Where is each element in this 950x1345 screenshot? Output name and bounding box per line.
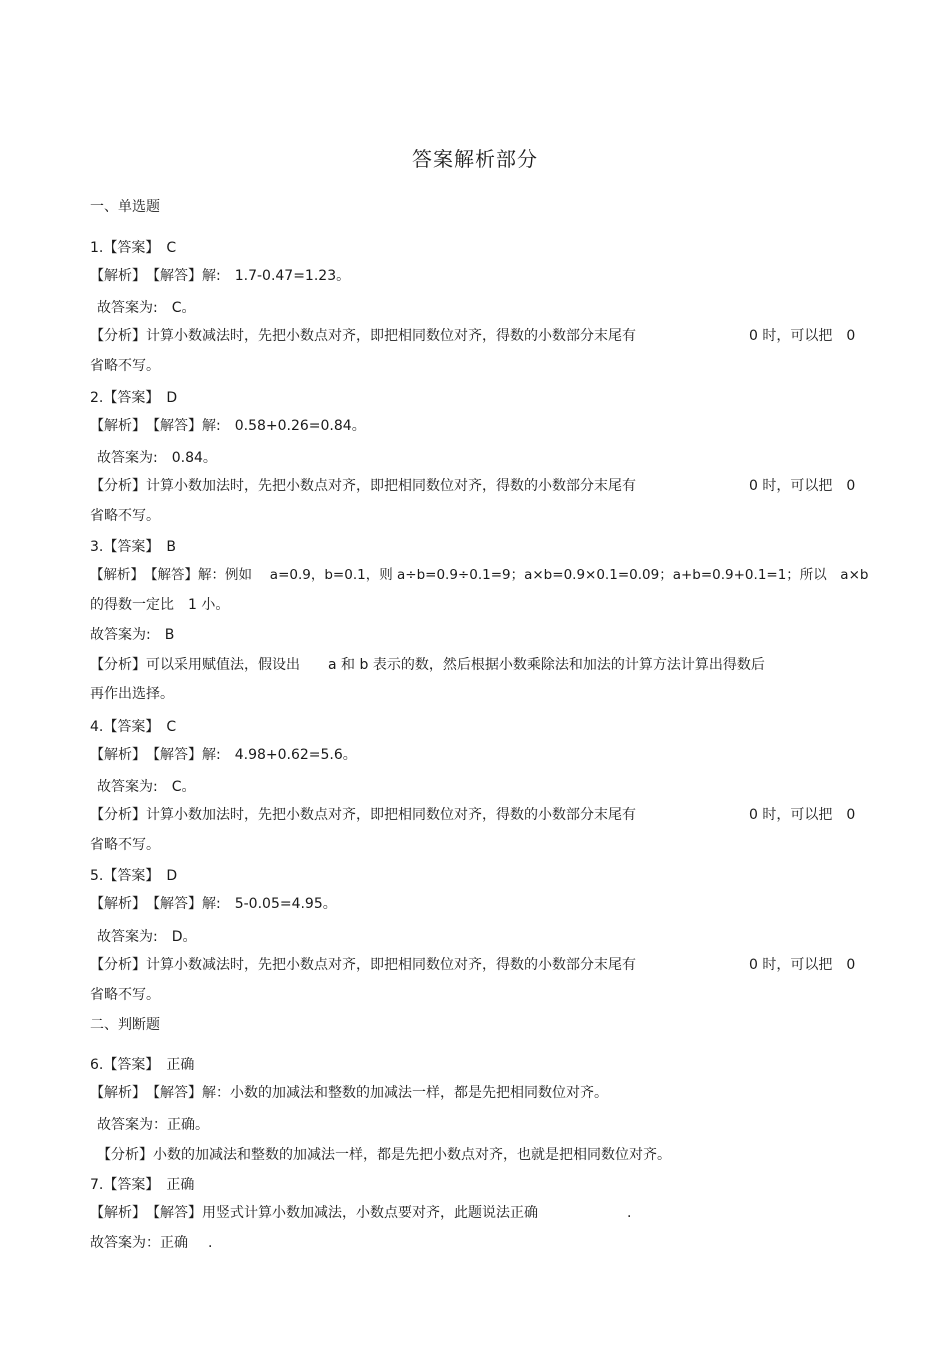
q3-note-cont: 再作出选择。 (90, 686, 174, 702)
q4-answer: 4.【答案】 C (90, 719, 177, 735)
q7-final-period: . (208, 1235, 213, 1251)
q5-final-answer: 故答案为: D。 (97, 929, 197, 945)
q4-note-cont: 省略不写。 (90, 837, 160, 853)
q3-analysis: 【解析】 【解答】解：例如 a=0.9，b=0.1，则 a÷b=0.9÷0.1=9；a×b=0.9×0.1=0.09；a+b=0.9+0.1=1；所以 a×b (90, 567, 869, 583)
q2-note-cont: 省略不写。 (90, 508, 160, 524)
q1-note-tail: 0 时，可以把 0 (749, 328, 856, 344)
section-heading-true-false: 二、判断题 (90, 1017, 160, 1033)
page-title: 答案解析部分 (412, 147, 538, 171)
q3-note: 【分析】可以采用赋值法，假设出 a 和 b 表示的数，然后根据小数乘除法和加法的计算方法计算出得数后 (90, 657, 765, 673)
q6-note: 【分析】小数的加减法和整数的加减法一样，都是先把小数点对齐，也就是把相同数位对齐。 (97, 1147, 671, 1163)
q7-analysis-period: . (627, 1205, 632, 1221)
q3-analysis-cont: 的得数一定比 1 小。 (90, 597, 230, 613)
q7-final-answer: 故答案为：正确 (90, 1235, 188, 1251)
q4-note-tail: 0 时，可以把 0 (749, 807, 856, 823)
q4-analysis: 【解析】 【解答】解: 4.98+0.62=5.6。 (90, 747, 357, 763)
q5-note-tail: 0 时，可以把 0 (749, 957, 856, 973)
q1-analysis: 【解析】 【解答】解: 1.7-0.47=1.23。 (90, 268, 351, 284)
q3-answer: 3.【答案】 B (90, 539, 176, 555)
q2-final-answer: 故答案为: 0.84。 (97, 450, 217, 466)
q7-answer: 7.【答案】 正确 (90, 1177, 195, 1193)
q2-note: 【分析】计算小数加法时，先把小数点对齐，即把相同数位对齐，得数的小数部分末尾有 (90, 478, 636, 494)
section-heading-single-choice: 一、单选题 (90, 199, 160, 215)
q2-analysis: 【解析】 【解答】解: 0.58+0.26=0.84。 (90, 418, 366, 434)
q2-note-tail: 0 时，可以把 0 (749, 478, 856, 494)
q5-answer: 5.【答案】 D (90, 868, 178, 884)
q1-note: 【分析】计算小数减法时，先把小数点对齐，即把相同数位对齐，得数的小数部分末尾有 (90, 328, 636, 344)
q4-note: 【分析】计算小数加法时，先把小数点对齐，即把相同数位对齐，得数的小数部分末尾有 (90, 807, 636, 823)
q6-answer: 6.【答案】 正确 (90, 1057, 195, 1073)
q5-note-cont: 省略不写。 (90, 987, 160, 1003)
q1-final-answer: 故答案为: C。 (97, 300, 196, 316)
q4-final-answer: 故答案为: C。 (97, 779, 196, 795)
q7-analysis: 【解析】 【解答】用竖式计算小数加减法，小数点要对齐，此题说法正确 (90, 1205, 538, 1221)
q6-analysis: 【解析】 【解答】解：小数的加减法和整数的加减法一样，都是先把相同数位对齐。 (90, 1085, 608, 1101)
q5-analysis: 【解析】 【解答】解: 5-0.05=4.95。 (90, 896, 337, 912)
q3-final-answer: 故答案为: B (90, 627, 175, 643)
q1-note-cont: 省略不写。 (90, 358, 160, 374)
q2-answer: 2.【答案】 D (90, 390, 178, 406)
q6-final-answer: 故答案为：正确。 (97, 1117, 209, 1133)
q5-note: 【分析】计算小数减法时，先把小数点对齐，即把相同数位对齐，得数的小数部分末尾有 (90, 957, 636, 973)
q1-answer: 1.【答案】 C (90, 240, 177, 256)
